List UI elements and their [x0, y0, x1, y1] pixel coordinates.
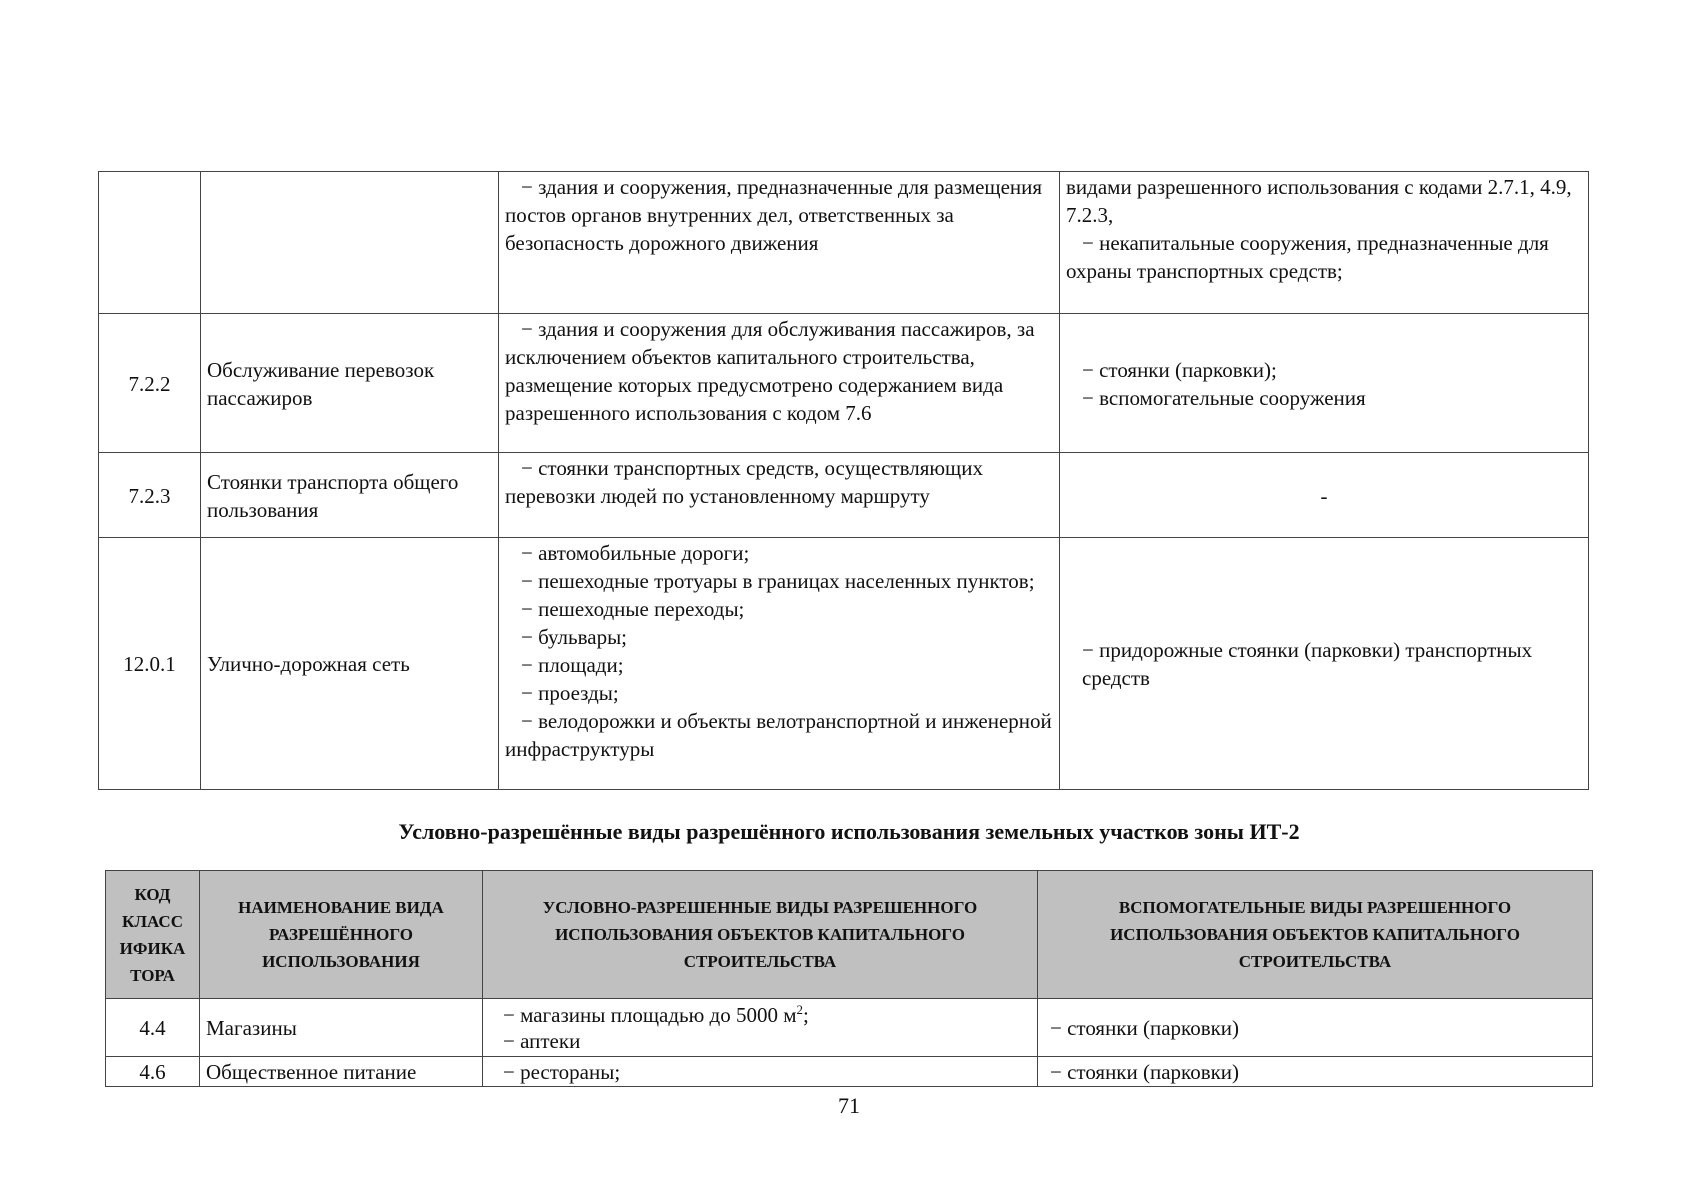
use-name-cell: Магазины — [200, 999, 483, 1057]
auxiliary-uses-cell: − стоянки (парковки) — [1038, 1057, 1593, 1087]
table-row — [99, 172, 1589, 314]
classifier-code-cell: 4.4 — [106, 999, 200, 1057]
list-item: − велодорожки и объекты велотранспортной и инженерной инфраструктуры — [505, 709, 1052, 761]
list-item: − здания и сооружения для обслуживания пассажиров, за исключением объектов капитального строительства, размещение которых предусмотрено содержанием вида разрешенного использования с кодом 7.6 — [505, 317, 1035, 425]
classifier-code-cell: 12.0.1 — [99, 538, 201, 790]
table-row — [106, 999, 1593, 1057]
list-item: − стоянки транспортных средств, осуществляющих перевозки людей по установленному маршруту — [505, 456, 983, 508]
list-item: − здания и сооружения, предназначенные для размещения постов органов внутренних дел, ответственных за безопасность дорожного движения — [505, 175, 1043, 255]
list-item: − пешеходные переходы; — [521, 597, 745, 621]
auxiliary-uses-cell — [1060, 314, 1589, 453]
list-item: видами разрешенного использования с кодами 2.7.1, 4.9, 7.2.3, — [1066, 175, 1572, 227]
list-item: − площади; — [521, 653, 624, 677]
page-number: 71 — [838, 1093, 860, 1118]
conditional-uses-cell — [483, 999, 1038, 1057]
list-item: − аптеки — [503, 1029, 581, 1053]
table-row — [99, 538, 1589, 790]
header-classifier-code: КОД КЛАСС ИФИКА ТОРА — [106, 871, 200, 999]
list-item: − автомобильные дороги; — [521, 541, 750, 565]
header-conditional-uses: УСЛОВНО-РАЗРЕШЕННЫЕ ВИДЫ РАЗРЕШЕННОГО ИСПОЛЬЗОВАНИЯ ОБЪЕКТОВ КАПИТАЛЬНОГО СТРОИТЕЛЬСТВА — [483, 871, 1038, 999]
auxiliary-uses-cell: - — [1060, 453, 1589, 538]
list-item: − придорожные стоянки (парковки) транспортных средств — [1082, 638, 1533, 690]
list-item: − пешеходные тротуары в границах населенных пунктов; — [521, 569, 1035, 593]
auxiliary-uses-cell — [1060, 538, 1589, 790]
classifier-code-cell: 7.2.3 — [99, 453, 201, 538]
main-uses-cell — [499, 314, 1060, 453]
table-row — [99, 453, 1589, 538]
header-auxiliary-uses: ВСПОМОГАТЕЛЬНЫЕ ВИДЫ РАЗРЕШЕННОГО ИСПОЛЬЗОВАНИЯ ОБЪЕКТОВ КАПИТАЛЬНОГО СТРОИТЕЛЬСТВА — [1038, 871, 1593, 999]
list-item: − стоянки (парковки); — [1082, 357, 1277, 382]
list-item: − магазины площадью до 5000 $м^2$; — [503, 1002, 809, 1027]
classifier-code-cell: 4.6 — [106, 1057, 200, 1087]
table-header-row — [106, 871, 1593, 999]
auxiliary-uses-cell: − стоянки (парковки) — [1038, 999, 1593, 1057]
use-name-cell — [201, 172, 499, 314]
conditional-uses-cell: − рестораны; — [483, 1057, 1038, 1087]
table-row — [99, 314, 1589, 453]
list-item: − проезды; — [521, 681, 619, 705]
list-item: − некапитальные сооружения, предназначенные для охраны транспортных средств; — [1066, 231, 1549, 283]
table-row — [106, 1057, 1593, 1087]
classifier-code-cell — [99, 172, 201, 314]
use-name-cell: Стоянки транспорта общего пользования — [201, 453, 499, 538]
header-use-name: НАИМЕНОВАНИЕ ВИДА РАЗРЕШЁННОГО ИСПОЛЬЗОВАНИЯ — [200, 871, 483, 999]
section-title: Условно-разрешённые виды разрешённого использования земельных участков зоны ИТ-2 — [398, 819, 1300, 844]
list-item: − бульвары; — [521, 625, 628, 649]
classifier-code-cell: 7.2.2 — [99, 314, 201, 453]
main-uses-cell — [499, 453, 1060, 538]
main-uses-cell — [499, 172, 1060, 314]
use-name-cell: Общественное питание — [200, 1057, 483, 1087]
conditionally-permitted-uses-table — [105, 870, 1593, 1087]
auxiliary-uses-cell — [1060, 172, 1589, 314]
use-name-cell: Улично-дорожная сеть — [201, 538, 499, 790]
list-item: − вспомогательные сооружения — [1082, 385, 1366, 410]
main-uses-cell — [499, 538, 1060, 790]
use-name-cell: Обслуживание перевозок пассажиров — [201, 314, 499, 453]
permitted-uses-table-continued — [98, 171, 1589, 790]
